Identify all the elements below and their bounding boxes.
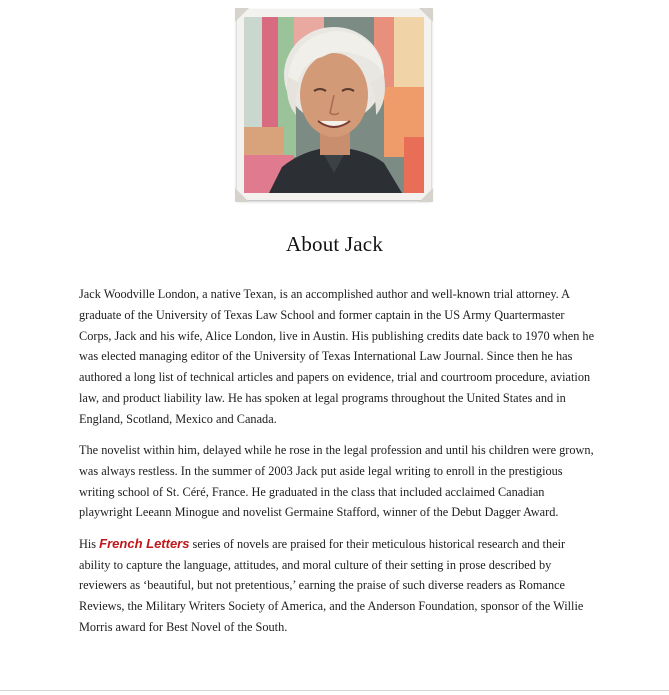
bio-paragraph-3 (79, 534, 595, 638)
bio-paragraph-3-prefix: His (79, 536, 100, 551)
series-title-link[interactable]: French Letters (99, 535, 190, 551)
photo-corner-icon (419, 188, 433, 202)
bottom-divider (0, 690, 669, 691)
bio-paragraph-3-suffix: series of novels are praised for their meticulous historical research and their ability to capture the language, attitudes, and moral culture of their setting in prose described by reviewers as ‘beautiful, but not pretentious,’ earning the praise of such diverse readers as Romance Reviews, the Military Writers Society of America, and the Anderson Foundation, sponsor of the Willie Morris award for Best Novel of the South. (79, 536, 584, 634)
author-bio (79, 284, 595, 648)
page-title: About Jack (285, 232, 384, 256)
photo-corner-icon (419, 8, 433, 22)
bio-paragraph-1: Jack Woodville London, a native Texan, is an accomplished author and well-known trial attorney. A graduate of the University of Texas Law School and former captain in the US Army Quartermaster Corps, Jack and his wife, Alice London, live in Austin. His publishing credits date back to 1970 when he was elected managing editor of the University of Texas International Law Journal. Since then he has authored a long list of technical articles and papers on evidence, trial and courtroom procedure, aviation law, and product liability law. He has spoken at legal programs throughout the United States and in England, Scotland, Mexico and Canada. (79, 287, 595, 426)
portrait-photo-icon (244, 17, 424, 193)
bio-paragraph-2: The novelist within him, delayed while he rose in the legal profession and until his children were grown, was always restless. In the summer of 2003 Jack put aside legal writing to enroll in the prestigious writing school of St. Céré, France. He graduated in the class that included acclaimed Canadian playwright Leeann Minogue and novelist Germaine Stafford, winner of the Debut Dagger Award. (79, 443, 594, 520)
photo-corner-icon (235, 8, 249, 22)
photo-corner-icon (235, 188, 249, 202)
author-photo-frame (237, 10, 431, 200)
author-photo (244, 17, 424, 193)
